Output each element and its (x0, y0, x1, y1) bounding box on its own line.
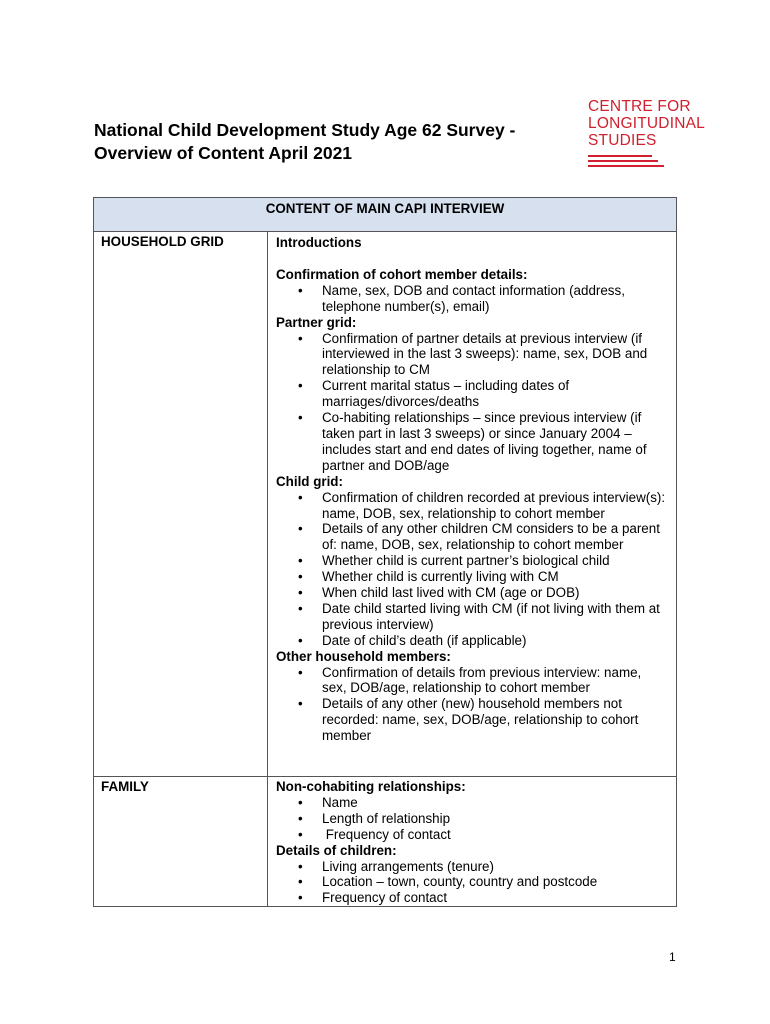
section-title: Other household members: (276, 648, 451, 664)
row-content-household (268, 232, 677, 777)
list-item: • Confirmation of children recorded at previous interview(s): name, DOB, sex, relationship to cohort member (322, 490, 668, 522)
list-item: • Name, sex, DOB and contact information (address, telephone number(s), email) (322, 283, 668, 315)
list-item: • Confirmation of details from previous interview: name, sex, DOB/age, relationship to cohort member (322, 665, 668, 697)
title-line-2: Overview of Content April 2021 (94, 143, 353, 163)
logo-line-3: STUDIES (588, 132, 657, 149)
row-label-family: FAMILY (94, 777, 268, 907)
row-label-household: HOUSEHOLD GRID (94, 232, 268, 777)
bullet-list (276, 795, 668, 843)
row-content-family (268, 777, 677, 907)
bullet-list (276, 859, 668, 907)
introductions-heading: Introductions (276, 235, 362, 250)
bullet-list (276, 331, 668, 474)
table-row-household (94, 232, 677, 777)
list-item: • Whether child is current partner’s biological child (322, 553, 668, 569)
list-item: • When child last lived with CM (age or DOB) (322, 585, 668, 601)
section-title: Partner grid: (276, 314, 357, 330)
section-title: Confirmation of cohort member details: (276, 266, 528, 282)
document-title (94, 119, 515, 165)
list-item: • Current marital status – including dates of marriages/divorces/deaths (322, 378, 668, 410)
logo-bar-3 (588, 165, 664, 167)
logo-line-2: LONGITUDINAL (588, 115, 705, 132)
title-line-1: National Child Development Study Age 62 Survey - (94, 120, 516, 140)
bullet-list (276, 283, 668, 315)
table-row-family (94, 777, 677, 907)
list-item: • Frequency of contact (322, 827, 668, 843)
list-item: • Details of any other children CM considers to be a parent of: name, DOB, sex, relationship to cohort member (322, 521, 668, 553)
list-item: • Length of relationship (322, 811, 668, 827)
bullet-list (276, 490, 668, 649)
logo-bar-1 (588, 155, 652, 157)
section-title: Details of children: (276, 842, 397, 858)
list-item: • Frequency of contact (322, 890, 668, 906)
list-item: • Date child started living with CM (if not living with them at previous interview) (322, 601, 668, 633)
list-item: • Living arrangements (tenure) (322, 859, 668, 875)
list-item: • Confirmation of partner details at previous interview (if interviewed in the last 3 sweeps): name, sex, DOB and relationship to CM (322, 331, 668, 379)
table-header: CONTENT OF MAIN CAPI INTERVIEW (94, 198, 677, 232)
cls-logo (588, 98, 718, 170)
list-item: • Name (322, 795, 668, 811)
bullet-list (276, 665, 668, 745)
list-item: • Whether child is currently living with CM (322, 569, 668, 585)
list-item: • Co-habiting relationships – since previous interview (if taken part in last 3 sweeps) or since January 2004 – includes start and end dates of living together, name of partner and DOB/age (322, 410, 668, 474)
list-item: • Date of child’s death (if applicable) (322, 633, 668, 649)
section-title: Non-cohabiting relationships: (276, 779, 466, 794)
logo-bar-2 (588, 160, 658, 162)
logo-line-1: CENTRE FOR (588, 98, 691, 115)
section-title: Child grid: (276, 473, 343, 489)
page-number: 1 (669, 950, 676, 964)
list-item: • Details of any other (new) household members not recorded: name, sex, DOB/age, relationship to cohort member (322, 696, 668, 744)
content-table (93, 197, 677, 907)
list-item: • Location – town, county, country and postcode (322, 874, 668, 890)
